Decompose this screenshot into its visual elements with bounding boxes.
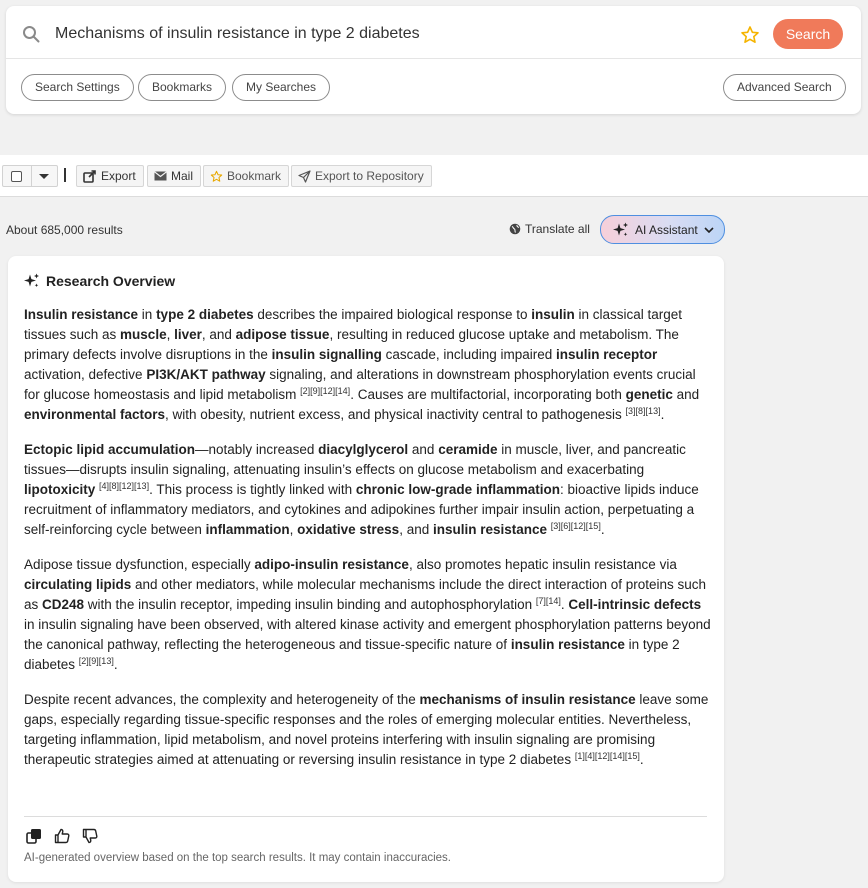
key-term: insulin resistance — [432, 522, 548, 537]
citation-link[interactable]: [3][8][13] — [625, 406, 661, 416]
copy-icon — [26, 828, 42, 844]
overview-heading — [24, 273, 175, 289]
mail-icon — [154, 171, 167, 181]
overview-title: Research Overview — [46, 273, 176, 289]
sparkle-icon — [24, 273, 40, 289]
overview-paragraph-2: Ectopic lipid accumulation—notably increased diacylglycerol and ceramide in muscle, liver, and pancreatic tissues—disrupts insulin signaling, attenuating insulin’s effects on glucose metabolism and exacerbating lipotoxicity [4][8][12][13]. This process is tightly linked with chronic low-grade inflammation: bioactive lipids induce recruitment of inflammatory mediators, and cytokines and adipokines further impair insulin action, perpetuating a self-reinforcing cycle between inflammation, oxidative stress, and insulin resistance [3][6][12][15]. — [24, 442, 699, 537]
ai-assistant-button[interactable] — [600, 215, 725, 244]
export-icon — [83, 170, 97, 183]
key-term: inflammation — [205, 522, 290, 537]
select-all-dropdown[interactable] — [2, 165, 58, 187]
ai-disclaimer: AI-generated overview based on the top search results. It may contain inaccuracies. — [24, 852, 452, 864]
overview-body — [24, 305, 714, 785]
citation-link[interactable]: [2][9][13] — [78, 656, 114, 666]
export-button[interactable] — [76, 165, 144, 187]
globe-icon — [509, 223, 521, 235]
mail-label: Mail — [171, 169, 194, 183]
key-term: CD248 — [42, 597, 85, 612]
export-label: Export — [101, 169, 136, 183]
thumbs-down-icon — [82, 828, 98, 844]
key-term: insulin resistance — [510, 637, 625, 652]
search-input[interactable] — [55, 25, 705, 43]
key-term: circulating lipids — [24, 577, 132, 592]
citation-link[interactable]: [2][9][12][14] — [300, 386, 351, 396]
thumbs-up-icon — [54, 828, 70, 844]
translate-all-button[interactable] — [509, 222, 590, 236]
divider — [24, 816, 707, 817]
mail-button[interactable] — [147, 165, 201, 187]
result-count: About 685,000 results — [6, 223, 123, 237]
search-bar — [6, 6, 861, 59]
key-term: Ectopic lipid accumulation — [24, 442, 196, 457]
translate-all-label: Translate all — [525, 222, 590, 236]
advanced-search-button[interactable]: Advanced Search — [723, 74, 846, 101]
key-term: adipose tissue — [235, 327, 330, 342]
research-overview-card — [8, 256, 724, 882]
copy-button[interactable] — [26, 828, 42, 844]
key-term: Insulin resistance — [24, 307, 139, 322]
thumbs-down-button[interactable] — [82, 828, 98, 844]
key-term: adipo-insulin resistance — [254, 557, 409, 572]
citation-link[interactable]: [7][14] — [535, 596, 561, 606]
chevron-down-icon — [704, 227, 714, 233]
select-all-checkbox[interactable] — [11, 171, 22, 182]
search-settings-button[interactable]: Search Settings — [21, 74, 134, 101]
results-toolbar — [0, 155, 868, 197]
key-term: genetic — [625, 387, 673, 402]
ai-assistant-label: AI Assistant — [635, 222, 698, 237]
key-term: oxidative stress — [297, 522, 400, 537]
export-to-repository-label: Export to Repository — [315, 169, 424, 183]
key-term: insulin receptor — [556, 347, 658, 362]
key-term: diacylglycerol — [318, 442, 409, 457]
citation-link[interactable]: [3][6][12][15] — [550, 521, 601, 531]
overview-paragraph-4: Despite recent advances, the complexity and heterogeneity of the mechanisms of insulin resistance leave some gaps, especially regarding tissue-specific responses and the roles of emerging molecular entities. Nevertheless, targeting inflammation, lipid metabolism, and novel proteins interfering with insulin signaling are promising therapeutic strategies aimed at attenuating or reversing insulin resistance in type 2 diabetes [1][4][12][14][15]. — [24, 692, 709, 767]
sparkle-icon — [613, 222, 629, 238]
search-button[interactable]: Search — [773, 19, 843, 49]
key-term: lipotoxicity — [24, 482, 96, 497]
key-term: insulin — [531, 307, 575, 322]
search-icon — [22, 25, 40, 43]
citation-link[interactable]: [1][4][12][14][15] — [574, 751, 640, 761]
key-term: insulin signalling — [271, 347, 382, 362]
divider — [64, 168, 66, 182]
key-term: type 2 diabetes — [156, 307, 254, 322]
star-icon[interactable] — [740, 25, 760, 45]
overview-paragraph-1: Insulin resistance in type 2 diabetes describes the impaired biological response to insulin in classical target tissues such as muscle, liver, and adipose tissue, resulting in reduced glucose uptake and metabolism. The primary defects involve disruptions in the insulin signalling cascade, including impaired insulin receptor activation, defective PI3K/AKT pathway signaling, and alterations in downstream phosphorylation events crucial for glucose homeostasis and lipid metabolism [2][9][12][14]. Causes are multifactorial, incorporating both genetic and environmental factors, with obesity, nutrient excess, and physical inactivity central to pathogenesis [3][8][13]. — [24, 307, 700, 422]
divider — [31, 166, 32, 186]
key-term: muscle — [120, 327, 167, 342]
key-term: chronic low-grade inflammation — [355, 482, 560, 497]
key-term: PI3K/AKT pathway — [146, 367, 266, 382]
citation-link[interactable]: [4][8][12][13] — [99, 481, 150, 491]
key-term: Cell-intrinsic defects — [568, 597, 702, 612]
key-term: environmental factors — [24, 407, 166, 422]
key-term: ceramide — [438, 442, 498, 457]
thumbs-up-button[interactable] — [54, 828, 70, 844]
overview-paragraph-3: Adipose tissue dysfunction, especially adipo-insulin resistance, also promotes hepatic insulin resistance via circulating lipids and other mediators, while molecular mechanisms include the direct interaction of proteins such as CD248 with the insulin receptor, impeding insulin binding and autophosphorylation [7][14]. Cell-intrinsic defects in insulin signaling have been observed, with altered kinase activity and emergent phosphorylation patterns beyond the canonical pathway, reflecting the heterogeneous and tissue-specific nature of insulin resistance in type 2 diabetes [2][9][13]. — [24, 557, 711, 672]
bookmarks-button[interactable]: Bookmarks — [138, 74, 226, 101]
bookmark-label: Bookmark — [227, 169, 282, 183]
bookmark-button[interactable] — [203, 165, 289, 187]
bookmark-star-icon — [210, 170, 223, 183]
key-term: mechanisms of insulin resistance — [419, 692, 636, 707]
send-icon — [298, 170, 311, 183]
overview-actions — [26, 828, 98, 844]
chevron-down-icon[interactable] — [39, 174, 49, 179]
key-term: liver — [174, 327, 202, 342]
export-to-repository-button[interactable] — [291, 165, 432, 187]
search-panel — [6, 6, 861, 114]
my-searches-button[interactable]: My Searches — [232, 74, 330, 101]
